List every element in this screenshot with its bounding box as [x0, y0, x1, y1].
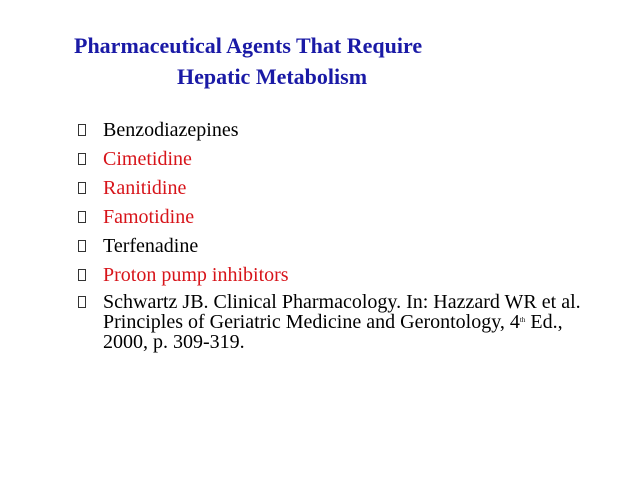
bullet-text: Cimetidine	[103, 148, 192, 170]
bullet-item-famotidine	[78, 205, 598, 229]
bullet-item-ranitidine	[78, 176, 598, 200]
bullet-text: Benzodiazepines	[103, 119, 239, 141]
bullet-list	[78, 118, 598, 357]
bullet-box-icon	[78, 211, 86, 223]
bullet-box-icon	[78, 153, 86, 165]
bullet-box-icon	[78, 296, 86, 308]
slide-title-line-2: Hepatic Metabolism	[177, 64, 368, 89]
bullet-text: Terfenadine	[103, 235, 199, 257]
bullet-item-benzodiazepines	[78, 118, 598, 142]
slide-title-line-1: Pharmaceutical Agents That Require	[74, 33, 423, 58]
reference-text-tail: Ed., 2000, p. 309-319.	[103, 311, 563, 353]
bullet-item-proton-pump-inhibitors	[78, 263, 598, 287]
bullet-box-icon	[78, 240, 86, 252]
bullet-box-icon	[78, 269, 86, 281]
bullet-text: Proton pump inhibitors	[103, 264, 289, 286]
bullet-item-terfenadine	[78, 234, 598, 258]
bullet-box-icon	[78, 124, 86, 136]
bullet-text: Ranitidine	[103, 177, 187, 199]
bullet-box-icon	[78, 182, 86, 194]
reference-ordinal-suffix: th	[519, 316, 526, 324]
bullet-item-cimetidine	[78, 147, 598, 171]
bullet-text: Famotidine	[103, 206, 195, 228]
bullet-item-reference	[78, 292, 598, 352]
reference-text-main: Schwartz JB. Clinical Pharmacology. In: Hazzard WR et al. Principles of Geriatric Medicine and Gerontology, 4	[103, 291, 581, 333]
slide-title	[74, 30, 594, 92]
